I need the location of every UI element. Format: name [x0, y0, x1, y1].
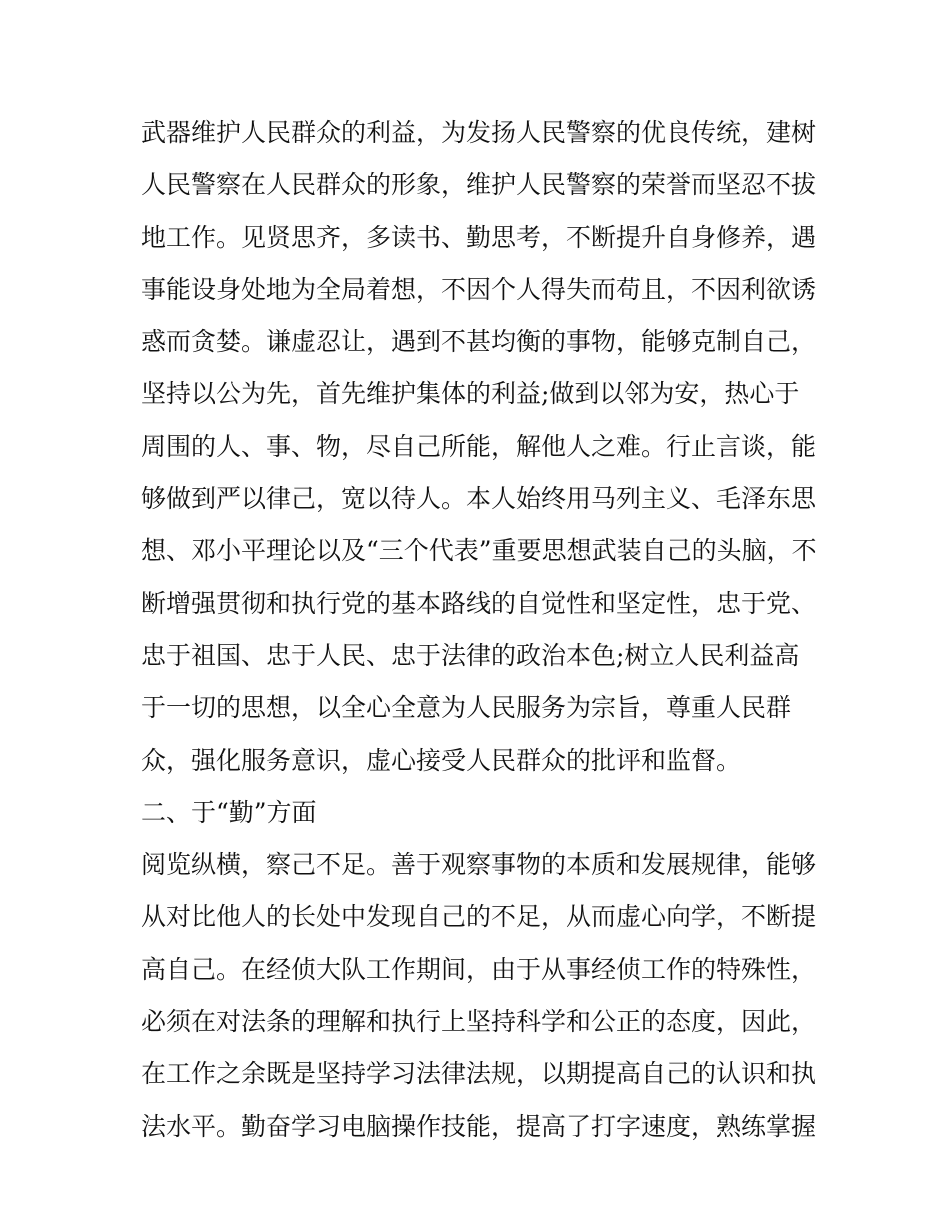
text-line: 从对比他人的长处中发现自己的不足，从而虚心向学，不断提 [141, 902, 817, 932]
text-line: 地工作。见贤思齐，多读书、勤思考，不断提升自身修养，遇 [141, 222, 817, 252]
text-line: 够做到严以律己，宽以待人。本人始终用马列主义、毛泽东思 [141, 484, 817, 514]
text-line: 众，强化服务意识，虚心接受人民群众的批评和监督。 [141, 745, 742, 775]
text-line: 忠于祖国、忠于人民、忠于法律的政治本色;树立人民利益高 [141, 640, 800, 670]
text-line: 阅览纵横，察己不足。善于观察事物的本质和发展规律，能够 [141, 850, 817, 880]
document-body [141, 107, 821, 1153]
text-line: 断增强贯彻和执行党的基本路线的自觉性和坚定性，忠于党、 [141, 588, 817, 618]
text-line: 武器维护人民群众的利益，为发扬人民警察的优良传统，建树 [141, 118, 817, 147]
text-line: 人民警察在人民群众的形象，维护人民警察的荣誉而坚忍不拔 [141, 170, 817, 200]
text-line: 周围的人、事、物，尽自己所能，解他人之难。行止言谈，能 [141, 431, 817, 461]
text-line: 必须在对法条的理解和执行上坚持科学和公正的态度，因此， [141, 1007, 817, 1037]
text-line: 法水平。勤奋学习电脑操作技能，提高了打字速度，熟练掌握 [141, 1111, 817, 1141]
text-line: 于一切的思想，以全心全意为人民服务为宗旨，尊重人民群 [141, 693, 792, 723]
text-line: 坚持以公为先，首先维护集体的利益;做到以邻为安，热心于 [141, 379, 800, 409]
section-heading: 二、于“勤”方面 [141, 797, 317, 827]
text-line: 在工作之余既是坚持学习法律法规，以期提高自己的认识和执 [141, 1059, 817, 1089]
text-line: 想、邓小平理论以及“三个代表”重要思想武装自己的头脑，不 [141, 536, 817, 566]
text-line: 事能设身处地为全局着想，不因个人得失而苟且，不因利欲诱 [141, 274, 817, 304]
text-line: 高自己。在经侦大队工作期间，由于从事经侦工作的特殊性， [141, 954, 817, 984]
text-line: 惑而贪婪。谦虚忍让，遇到不甚均衡的事物，能够克制自己， [141, 327, 817, 357]
